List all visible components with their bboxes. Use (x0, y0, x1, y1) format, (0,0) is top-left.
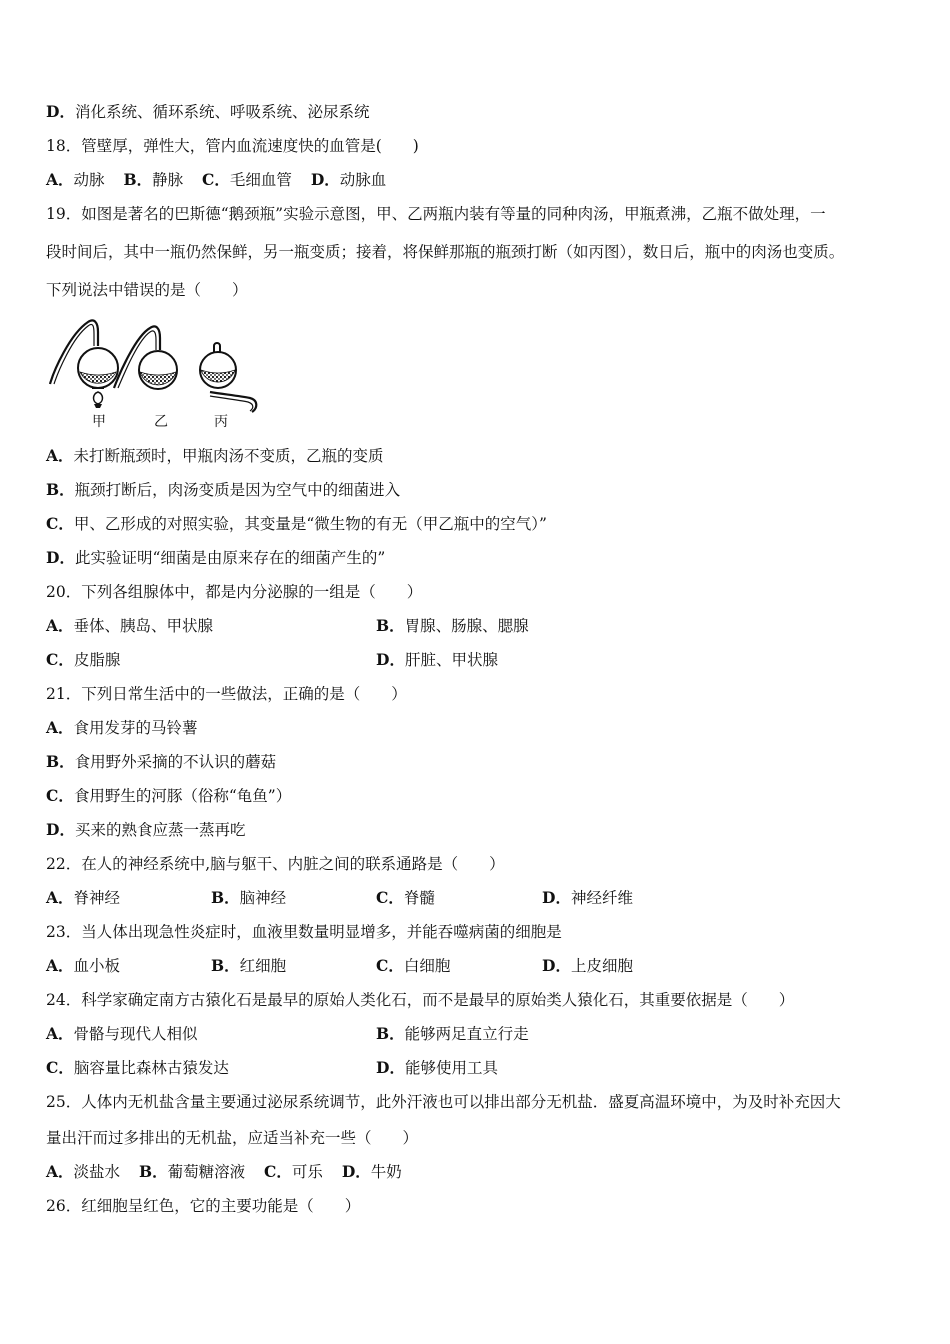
q18-option-a: A．动脉 (46, 170, 105, 189)
q20-option-c: C．皮脂腺 (46, 650, 121, 669)
q22-option-a: A．脊神经 (46, 888, 121, 907)
q21-stem: 21．下列日常生活中的一些做法，正确的是（ ） (46, 685, 407, 703)
q19-option-c: C．甲、乙形成的对照实验，其变量是“微生物的有无（甲乙瓶中的空气）” (46, 514, 547, 533)
q19-option-a: A．未打断瓶颈时，甲瓶肉汤不变质，乙瓶的变质 (46, 446, 384, 465)
flask-jia (50, 320, 118, 408)
q24-option-b: B．能够两足直立行走 (376, 1024, 529, 1043)
q25-stem-line-1: 25．人体内无机盐含量主要通过泌尿系统调节，此外汗液也可以排出部分无机盐．盛夏高温环境中，为及时补充因大 (46, 1093, 841, 1111)
q25-options (46, 1162, 402, 1182)
q19-stem-line-1: 19．如图是著名的巴斯德“鹅颈瓶”实验示意图，甲、乙两瓶内装有等量的同种肉汤，甲瓶煮沸，乙瓶不做处理，一 (46, 205, 826, 223)
swan-neck-flask-diagram (44, 312, 264, 430)
label-yi: 乙 (154, 414, 168, 430)
q21-option-a: A．食用发芽的马铃薯 (46, 718, 198, 737)
q20-option-b: B．胃腺、肠腺、腮腺 (376, 616, 529, 635)
q19-stem-line-2: 段时间后，其中一瓶仍然保鲜，另一瓶变质；接着，将保鲜那瓶的瓶颈打断（如丙图），数日后，瓶中的肉汤也变质。 (46, 243, 845, 261)
q23-option-b: B．红细胞 (211, 956, 287, 975)
q22-option-b: B．脑神经 (211, 888, 287, 907)
q25-option-b: B．葡萄糖溶液 (138, 1162, 246, 1181)
q24-option-d: D．能够使用工具 (376, 1058, 498, 1077)
q24-option-a: A．骨骼与现代人相似 (46, 1024, 198, 1043)
q20-option-a: A．垂体、胰岛、甲状腺 (46, 616, 214, 635)
q20-option-d: D．肝脏、甲状腺 (376, 650, 498, 669)
q25-stem-line-2: 量出汗而过多排出的无机盐，应适当补充一些（ ） (46, 1129, 419, 1147)
label-bing: 丙 (214, 414, 228, 430)
q19-option-d: D．此实验证明“细菌是由原来存在的细菌产生的” (46, 548, 386, 567)
q25-option-c: C．可乐 (264, 1162, 323, 1181)
flask-yi (114, 326, 177, 389)
q19-stem-line-3: 下列说法中错误的是（ ） (46, 281, 248, 299)
q24-option-c: C．脑容量比森林古猿发达 (46, 1058, 229, 1077)
label-jia: 甲 (92, 414, 106, 430)
q20-stem: 20．下列各组腺体中，都是内分泌腺的一组是（ ） (46, 583, 423, 601)
q26-stem: 26．红细胞呈红色，它的主要功能是（ ） (46, 1197, 361, 1215)
q23-stem: 23．当人体出现急性炎症时，血液里数量明显增多，并能吞噬病菌的细胞是 (46, 923, 562, 941)
q22-stem: 22．在人的神经系统中,脑与躯干、内脏之间的联系通路是（ ） (46, 855, 505, 873)
q18-option-d: D．动脉血 (310, 170, 387, 189)
q24-stem: 24．科学家确定南方古猿化石是最早的原始人类化石，而不是最早的原始类人猿化石，其重要依据是（ ） (46, 991, 795, 1009)
q21-option-d: D．买来的熟食应蒸一蒸再吃 (46, 820, 246, 839)
q22-option-c: C．脊髓 (376, 888, 435, 907)
q22-option-d: D．神经纤维 (542, 888, 633, 907)
q23-option-d: D．上皮细胞 (542, 956, 633, 975)
flask-bing (200, 343, 256, 412)
q18-stem: 18．管壁厚，弹性大，管内血流速度快的血管是( ) (46, 137, 419, 155)
q23-option-c: C．白细胞 (376, 956, 451, 975)
q21-option-c: C．食用野生的河豚（俗称“龟鱼”） (46, 786, 292, 805)
q21-option-b: B．食用野外采摘的不认识的蘑菇 (46, 752, 277, 771)
q25-option-d: D．牛奶 (341, 1162, 402, 1181)
q17-option-d: D．消化系统、循环系统、呼吸系统、泌尿系统 (46, 102, 370, 121)
q25-option-a: A．淡盐水 (46, 1162, 121, 1181)
q19-option-b: B．瓶颈打断后，肉汤变质是因为空气中的细菌进入 (46, 480, 401, 499)
q23-option-a: A．血小板 (46, 956, 121, 975)
q18-options (46, 170, 386, 190)
q18-option-b: B．静脉 (123, 170, 184, 189)
q18-option-c: C．毛细血管 (202, 170, 292, 189)
